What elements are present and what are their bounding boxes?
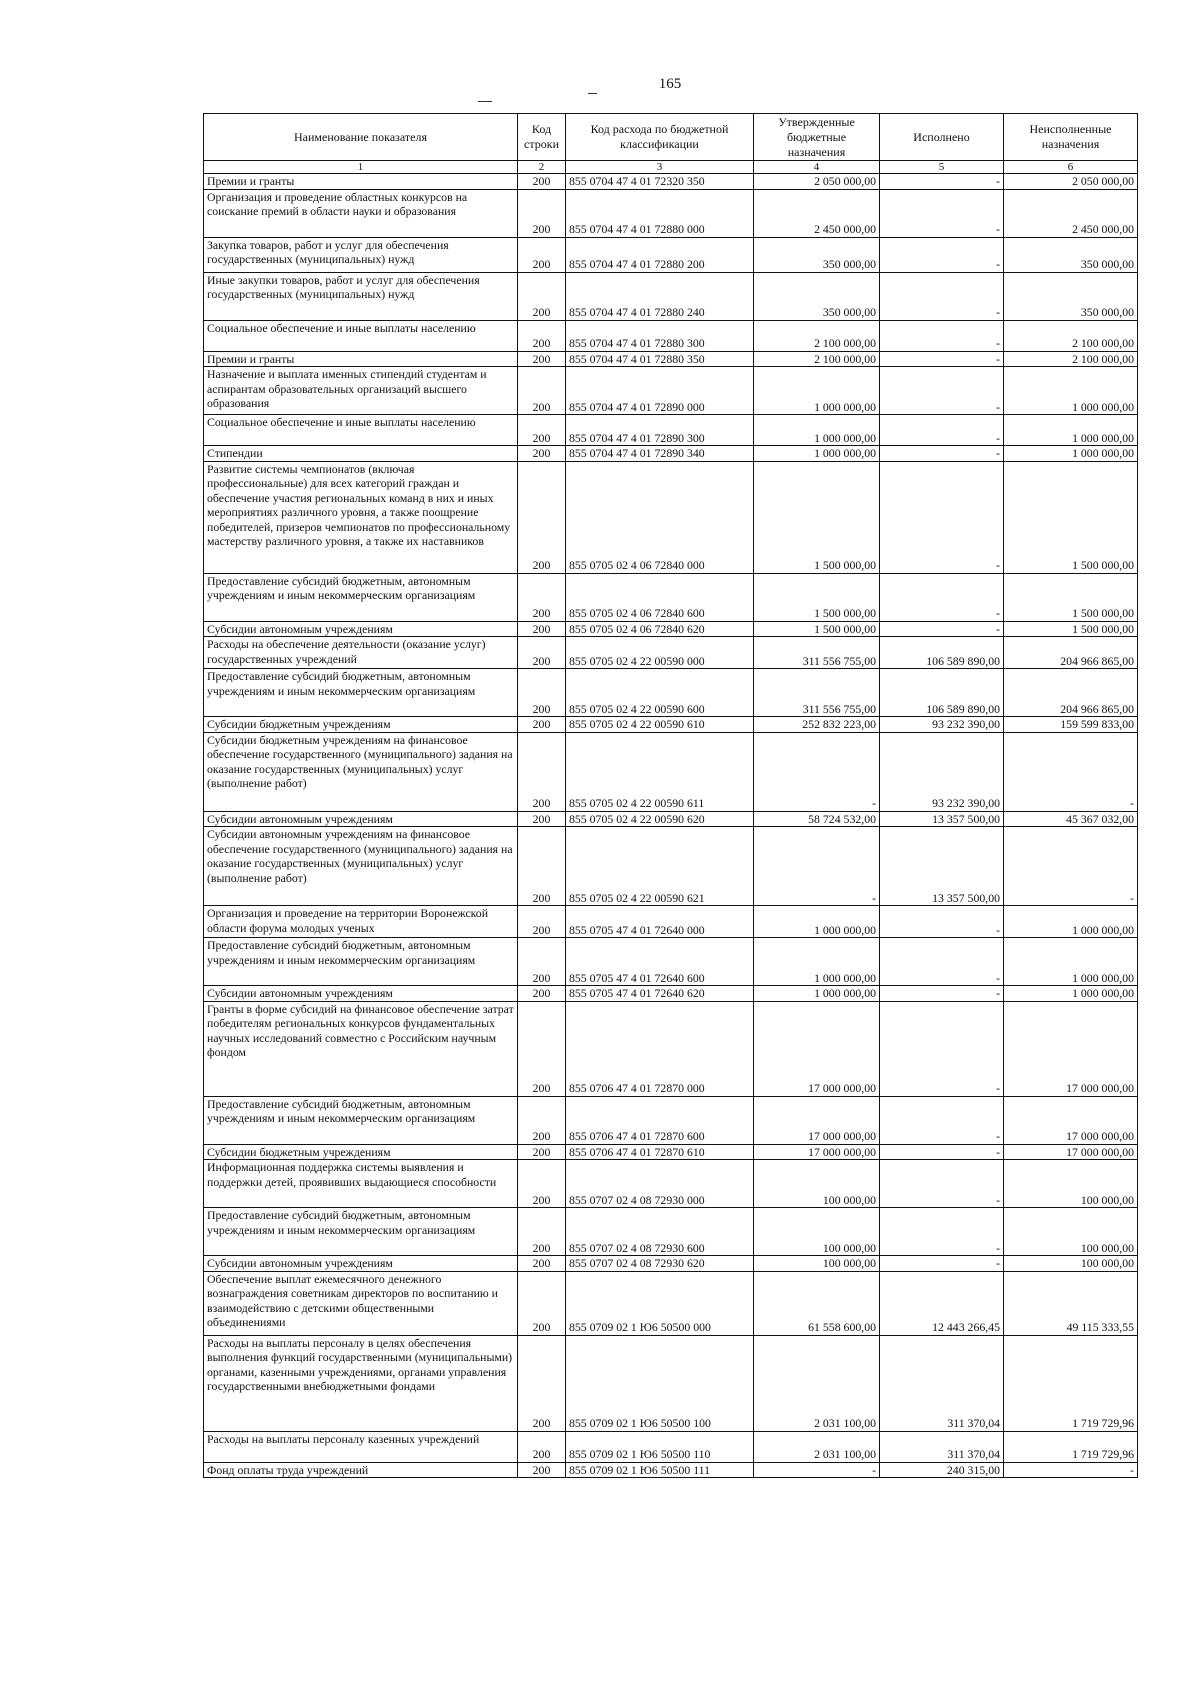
cell-executed: 13 357 500,00 [880, 811, 1004, 827]
cell-approved: 311 556 755,00 [754, 669, 880, 717]
cell-executed: - [880, 237, 1004, 272]
cell-code: 855 0704 47 4 01 72890 000 [566, 367, 754, 415]
cell-approved: 100 000,00 [754, 1256, 880, 1272]
cell-approved: 1 000 000,00 [754, 446, 880, 462]
table-row [204, 320, 1138, 351]
table-row [204, 1208, 1138, 1256]
cell-line: 200 [518, 938, 566, 986]
budget-execution-table [203, 113, 1138, 1478]
cell-approved: 100 000,00 [754, 1208, 880, 1256]
cell-approved: 17 000 000,00 [754, 1096, 880, 1144]
cell-approved: 1 500 000,00 [754, 461, 880, 573]
cell-line: 200 [518, 1160, 566, 1208]
cell-unexecuted: 1 500 000,00 [1004, 461, 1138, 573]
column-number-row [204, 161, 1138, 174]
cell-name: Субсидии автономным учреждениям [204, 621, 518, 637]
cell-executed: - [880, 1144, 1004, 1160]
cell-code: 855 0706 47 4 01 72870 600 [566, 1096, 754, 1144]
cell-unexecuted: 100 000,00 [1004, 1160, 1138, 1208]
scan-mark [478, 101, 492, 102]
cell-code: 855 0709 02 1 Ю6 50500 111 [566, 1462, 754, 1478]
cell-executed: 311 370,04 [880, 1335, 1004, 1431]
cell-line: 200 [518, 717, 566, 733]
cell-line: 200 [518, 906, 566, 938]
cell-name: Субсидии автономным учреждениям [204, 811, 518, 827]
cell-name: Субсидии бюджетным учреждениям на финансовое обеспечение государственного (муниципального) задания на оказание государственных (муниципальных) услуг (выполнение работ) [204, 732, 518, 811]
table-row [204, 732, 1138, 811]
cell-code: 855 0704 47 4 01 72320 350 [566, 174, 754, 190]
cell-unexecuted: 17 000 000,00 [1004, 1001, 1138, 1096]
table-row [204, 189, 1138, 237]
header-executed: Исполнено [880, 114, 1004, 161]
cell-unexecuted: 2 450 000,00 [1004, 189, 1138, 237]
cell-approved: - [754, 732, 880, 811]
cell-line: 200 [518, 237, 566, 272]
cell-name: Расходы на выплаты персоналу казенных учреждений [204, 1431, 518, 1462]
cell-unexecuted: - [1004, 1462, 1138, 1478]
cell-unexecuted: 100 000,00 [1004, 1256, 1138, 1272]
cell-unexecuted: 17 000 000,00 [1004, 1096, 1138, 1144]
cell-line: 200 [518, 1335, 566, 1431]
cell-unexecuted: 1 500 000,00 [1004, 573, 1138, 621]
cell-name: Предоставление субсидий бюджетным, автономным учреждениям и иным некоммерческим организациям [204, 669, 518, 717]
cell-line: 200 [518, 1256, 566, 1272]
cell-unexecuted: 2 100 000,00 [1004, 320, 1138, 351]
cell-name: Закупка товаров, работ и услуг для обеспечения государственных (муниципальных) нужд [204, 237, 518, 272]
cell-code: 855 0705 02 4 22 00590 000 [566, 637, 754, 669]
cell-name: Иные закупки товаров, работ и услуг для обеспечения государственных (муниципальных) нужд [204, 272, 518, 320]
cell-line: 200 [518, 1462, 566, 1478]
cell-approved: 2 050 000,00 [754, 174, 880, 190]
cell-name: Предоставление субсидий бюджетным, автономным учреждениям и иным некоммерческим организациям [204, 573, 518, 621]
cell-unexecuted: 45 367 032,00 [1004, 811, 1138, 827]
cell-unexecuted: 1 000 000,00 [1004, 938, 1138, 986]
cell-code: 855 0705 02 4 06 72840 620 [566, 621, 754, 637]
cell-name: Предоставление субсидий бюджетным, автономным учреждениям и иным некоммерческим организациям [204, 1096, 518, 1144]
cell-line: 200 [518, 1208, 566, 1256]
table-row [204, 1160, 1138, 1208]
cell-approved: 1 000 000,00 [754, 938, 880, 986]
cell-approved: 252 832 223,00 [754, 717, 880, 733]
cell-unexecuted: 17 000 000,00 [1004, 1144, 1138, 1160]
cell-line: 200 [518, 637, 566, 669]
cell-line: 200 [518, 811, 566, 827]
cell-line: 200 [518, 351, 566, 367]
column-number: 1 [204, 161, 518, 174]
cell-approved: 2 450 000,00 [754, 189, 880, 237]
cell-executed: - [880, 320, 1004, 351]
table-row [204, 573, 1138, 621]
table-row [204, 1271, 1138, 1335]
cell-unexecuted: 1 000 000,00 [1004, 415, 1138, 446]
cell-line: 200 [518, 446, 566, 462]
column-number: 3 [566, 161, 754, 174]
table-row [204, 367, 1138, 415]
table-row [204, 1256, 1138, 1272]
cell-approved: 1 500 000,00 [754, 621, 880, 637]
cell-executed: 311 370,04 [880, 1431, 1004, 1462]
cell-name: Социальное обеспечение и иные выплаты населению [204, 320, 518, 351]
cell-executed: - [880, 446, 1004, 462]
table-row [204, 1001, 1138, 1096]
cell-executed: - [880, 1208, 1004, 1256]
cell-name: Предоставление субсидий бюджетным, автономным учреждениям и иным некоммерческим организациям [204, 1208, 518, 1256]
cell-approved: 2 100 000,00 [754, 320, 880, 351]
cell-unexecuted: 1 719 729,96 [1004, 1335, 1138, 1431]
cell-executed: - [880, 415, 1004, 446]
cell-code: 855 0706 47 4 01 72870 000 [566, 1001, 754, 1096]
cell-name: Премии и гранты [204, 174, 518, 190]
cell-approved: 17 000 000,00 [754, 1144, 880, 1160]
cell-unexecuted: 49 115 333,55 [1004, 1271, 1138, 1335]
header-budget-code: Код расхода по бюджетной классификации [566, 114, 754, 161]
cell-line: 200 [518, 174, 566, 190]
table-row [204, 717, 1138, 733]
cell-line: 200 [518, 1271, 566, 1335]
column-number: 4 [754, 161, 880, 174]
cell-unexecuted: 159 599 833,00 [1004, 717, 1138, 733]
table-row [204, 938, 1138, 986]
cell-unexecuted: 1 000 000,00 [1004, 906, 1138, 938]
cell-approved: 1 500 000,00 [754, 573, 880, 621]
header-unexecuted: Неисполненные назначения [1004, 114, 1138, 161]
cell-code: 855 0706 47 4 01 72870 610 [566, 1144, 754, 1160]
cell-unexecuted: 1 000 000,00 [1004, 367, 1138, 415]
cell-executed: 93 232 390,00 [880, 717, 1004, 733]
cell-code: 855 0709 02 1 Ю6 50500 000 [566, 1271, 754, 1335]
cell-executed: - [880, 272, 1004, 320]
table-row [204, 1431, 1138, 1462]
cell-code: 855 0705 47 4 01 72640 000 [566, 906, 754, 938]
cell-name: Субсидии бюджетным учреждениям [204, 717, 518, 733]
table-row [204, 351, 1138, 367]
cell-unexecuted: 2 100 000,00 [1004, 351, 1138, 367]
cell-code: 855 0709 02 1 Ю6 50500 110 [566, 1431, 754, 1462]
cell-executed: 106 589 890,00 [880, 637, 1004, 669]
cell-unexecuted: 204 966 865,00 [1004, 669, 1138, 717]
cell-executed: - [880, 189, 1004, 237]
table-row [204, 986, 1138, 1002]
cell-name: Субсидии автономным учреждениям [204, 986, 518, 1002]
table-row [204, 446, 1138, 462]
cell-executed: - [880, 461, 1004, 573]
column-number: 5 [880, 161, 1004, 174]
table-row [204, 1096, 1138, 1144]
cell-approved: 2 031 100,00 [754, 1335, 880, 1431]
cell-approved: 61 558 600,00 [754, 1271, 880, 1335]
cell-line: 200 [518, 573, 566, 621]
cell-code: 855 0705 02 4 22 00590 621 [566, 827, 754, 906]
cell-executed: 12 443 266,45 [880, 1271, 1004, 1335]
cell-line: 200 [518, 461, 566, 573]
cell-line: 200 [518, 986, 566, 1002]
table-row [204, 237, 1138, 272]
cell-approved: 58 724 532,00 [754, 811, 880, 827]
cell-name: Фонд оплаты труда учреждений [204, 1462, 518, 1478]
header-approved: Утвержденные бюджетные назначения [754, 114, 880, 161]
cell-line: 200 [518, 189, 566, 237]
cell-approved: - [754, 1462, 880, 1478]
cell-approved: 350 000,00 [754, 237, 880, 272]
header-indicator-name: Наименование показателя [204, 114, 518, 161]
table-row [204, 637, 1138, 669]
cell-name: Обеспечение выплат ежемесячного денежного вознаграждения советникам директоров по воспитанию и взаимодействию с детскими общественными объединениями [204, 1271, 518, 1335]
cell-executed: - [880, 1001, 1004, 1096]
cell-name: Расходы на обеспечение деятельности (оказание услуг) государственных учреждений [204, 637, 518, 669]
table-row [204, 1144, 1138, 1160]
table-row [204, 811, 1138, 827]
cell-code: 855 0704 47 4 01 72880 300 [566, 320, 754, 351]
cell-name: Субсидии автономным учреждениям на финансовое обеспечение государственного (муниципального) задания на оказание государственных (муниципальных) услуг (выполнение работ) [204, 827, 518, 906]
table-row [204, 827, 1138, 906]
header-line-code: Код строки [518, 114, 566, 161]
cell-executed: - [880, 174, 1004, 190]
cell-executed: - [880, 351, 1004, 367]
cell-executed: - [880, 938, 1004, 986]
cell-unexecuted: 100 000,00 [1004, 1208, 1138, 1256]
cell-code: 855 0705 02 4 22 00590 610 [566, 717, 754, 733]
cell-unexecuted: 2 050 000,00 [1004, 174, 1138, 190]
cell-code: 855 0705 47 4 01 72640 600 [566, 938, 754, 986]
cell-code: 855 0707 02 4 08 72930 000 [566, 1160, 754, 1208]
cell-line: 200 [518, 415, 566, 446]
cell-name: Субсидии автономным учреждениям [204, 1256, 518, 1272]
cell-name: Гранты в форме субсидий на финансовое обеспечение затрат победителям региональных конкурсов фундаментальных научных исследований совместно с Российским научным фондом [204, 1001, 518, 1096]
cell-code: 855 0704 47 4 01 72890 340 [566, 446, 754, 462]
table-row [204, 621, 1138, 637]
column-number: 2 [518, 161, 566, 174]
cell-code: 855 0704 47 4 01 72880 200 [566, 237, 754, 272]
table-row [204, 1335, 1138, 1431]
cell-code: 855 0707 02 4 08 72930 620 [566, 1256, 754, 1272]
cell-approved: 100 000,00 [754, 1160, 880, 1208]
cell-name: Субсидии бюджетным учреждениям [204, 1144, 518, 1160]
cell-unexecuted: - [1004, 732, 1138, 811]
cell-code: 855 0704 47 4 01 72880 350 [566, 351, 754, 367]
cell-approved: 17 000 000,00 [754, 1001, 880, 1096]
cell-code: 855 0707 02 4 08 72930 600 [566, 1208, 754, 1256]
table-row [204, 669, 1138, 717]
table-row [204, 461, 1138, 573]
cell-code: 855 0704 47 4 01 72880 240 [566, 272, 754, 320]
cell-executed: - [880, 1160, 1004, 1208]
cell-code: 855 0705 02 4 06 72840 000 [566, 461, 754, 573]
cell-line: 200 [518, 1096, 566, 1144]
cell-unexecuted: 1 719 729,96 [1004, 1431, 1138, 1462]
cell-code: 855 0705 02 4 22 00590 600 [566, 669, 754, 717]
cell-executed: - [880, 1256, 1004, 1272]
cell-approved: 311 556 755,00 [754, 637, 880, 669]
cell-approved: 350 000,00 [754, 272, 880, 320]
cell-unexecuted: 350 000,00 [1004, 272, 1138, 320]
cell-unexecuted: 1 500 000,00 [1004, 621, 1138, 637]
cell-code: 855 0704 47 4 01 72890 300 [566, 415, 754, 446]
cell-line: 200 [518, 827, 566, 906]
cell-code: 855 0704 47 4 01 72880 000 [566, 189, 754, 237]
cell-executed: - [880, 621, 1004, 637]
cell-unexecuted: 1 000 000,00 [1004, 986, 1138, 1002]
cell-unexecuted: 350 000,00 [1004, 237, 1138, 272]
cell-approved: 1 000 000,00 [754, 415, 880, 446]
table-body [204, 174, 1138, 1478]
cell-line: 200 [518, 1001, 566, 1096]
cell-executed: 240 315,00 [880, 1462, 1004, 1478]
cell-executed: 13 357 500,00 [880, 827, 1004, 906]
cell-code: 855 0705 02 4 06 72840 600 [566, 573, 754, 621]
cell-unexecuted: 204 966 865,00 [1004, 637, 1138, 669]
cell-name: Информационная поддержка системы выявления и поддержки детей, проявивших выдающиеся способности [204, 1160, 518, 1208]
cell-executed: - [880, 367, 1004, 415]
cell-approved: 1 000 000,00 [754, 906, 880, 938]
cell-unexecuted: - [1004, 827, 1138, 906]
table-row [204, 174, 1138, 190]
cell-code: 855 0709 02 1 Ю6 50500 100 [566, 1335, 754, 1431]
cell-executed: - [880, 1096, 1004, 1144]
cell-line: 200 [518, 272, 566, 320]
table-row [204, 1462, 1138, 1478]
cell-executed: 93 232 390,00 [880, 732, 1004, 811]
cell-line: 200 [518, 1144, 566, 1160]
cell-line: 200 [518, 320, 566, 351]
cell-executed: - [880, 573, 1004, 621]
cell-unexecuted: 1 000 000,00 [1004, 446, 1138, 462]
cell-approved: 2 031 100,00 [754, 1431, 880, 1462]
cell-executed: - [880, 906, 1004, 938]
cell-name: Организация и проведение на территории Воронежской области форума молодых ученых [204, 906, 518, 938]
header-row [204, 114, 1138, 161]
cell-name: Организация и проведение областных конкурсов на соискание премий в области науки и образования [204, 189, 518, 237]
cell-approved: 1 000 000,00 [754, 986, 880, 1002]
page-number: 165 [658, 76, 682, 92]
column-number: 6 [1004, 161, 1138, 174]
cell-name: Социальное обеспечение и иные выплаты населению [204, 415, 518, 446]
cell-code: 855 0705 02 4 22 00590 620 [566, 811, 754, 827]
cell-line: 200 [518, 732, 566, 811]
cell-approved: - [754, 827, 880, 906]
table-row [204, 272, 1138, 320]
table-row [204, 415, 1138, 446]
cell-executed: 106 589 890,00 [880, 669, 1004, 717]
cell-name: Назначение и выплата именных стипендий студентам и аспирантам образовательных организаций высшего образования [204, 367, 518, 415]
cell-line: 200 [518, 621, 566, 637]
cell-name: Стипендии [204, 446, 518, 462]
cell-approved: 2 100 000,00 [754, 351, 880, 367]
cell-line: 200 [518, 1431, 566, 1462]
cell-name: Премии и гранты [204, 351, 518, 367]
cell-name: Предоставление субсидий бюджетным, автономным учреждениям и иным некоммерческим организациям [204, 938, 518, 986]
table-row [204, 906, 1138, 938]
cell-line: 200 [518, 367, 566, 415]
cell-line: 200 [518, 669, 566, 717]
cell-name: Развитие системы чемпионатов (включая профессиональные) для всех категорий граждан и обеспечение участия региональных команд в них и иных мероприятиях различного уровня, а также поощрение победителей, призеров чемпионатов по профессиональному мастерству различного уровня, а также их наставников [204, 461, 518, 573]
cell-code: 855 0705 47 4 01 72640 620 [566, 986, 754, 1002]
cell-name: Расходы на выплаты персоналу в целях обеспечения выполнения функций государственными (муниципальными) органами, казенными учреждениями, органами управления государственными внебюджетными фондами [204, 1335, 518, 1431]
cell-approved: 1 000 000,00 [754, 367, 880, 415]
cell-executed: - [880, 986, 1004, 1002]
scan-mark [588, 93, 597, 94]
cell-code: 855 0705 02 4 22 00590 611 [566, 732, 754, 811]
